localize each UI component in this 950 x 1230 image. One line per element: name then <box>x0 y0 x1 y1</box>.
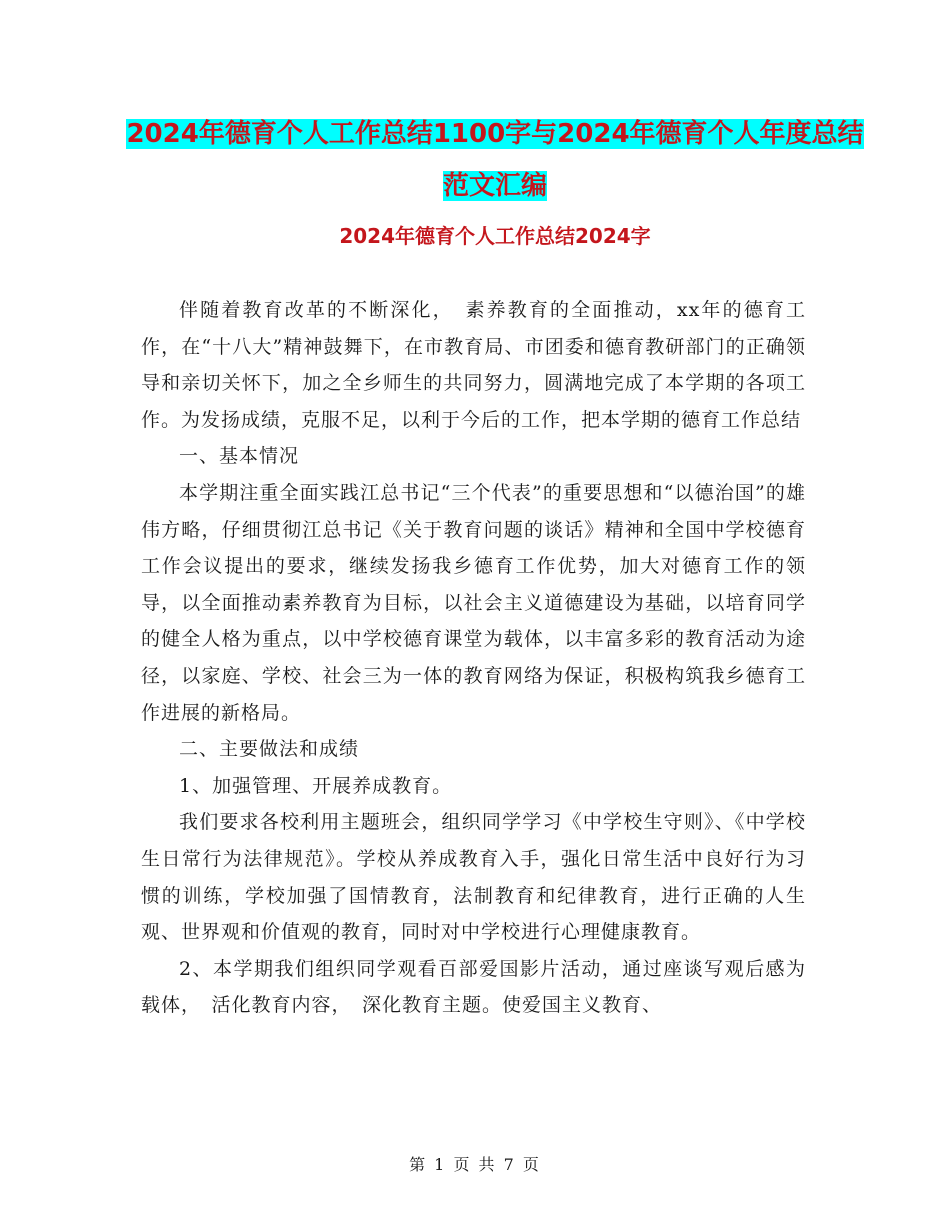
page-number-footer: 第 1 页 共 7 页 <box>409 1155 541 1174</box>
section-title: 2024年德育个人工作总结2024字 <box>339 224 651 248</box>
subheading-management: 1、加强管理、开展养成教育。 <box>179 774 453 797</box>
heading-main-practices: 二、主要做法和成绩 <box>179 738 360 761</box>
heading-basic-situation: 一、基本情况 <box>179 445 300 468</box>
paragraph-patriotic-films: 2、本学期我们组织同学观看百部爱国影片活动，通过座谈写观后感为载体， 活化教育内容， 深化教育主题。使爱国主义教育、 <box>141 957 806 1017</box>
paragraph-management: 我们要求各校利用主题班会，组织同学学习《中学校生守则》、《中学校生日常行为法律规范》。学校从养成教育入手，强化日常生活中良好行为习惯的训练，学校加强了国情教育，法制教育和纪律教育，进行正确的人生观、世界观和价值观的教育，同时对中学校进行心理健康教育。 <box>141 811 806 944</box>
paragraph-intro: 伴随着教育改革的不断深化， 素养教育的全面推动，xx年的德育工作，在“十八大”精神鼓舞下，在市教育局、市团委和德育教研部门的正确领导和亲切关怀下，加之全乡师生的共同努力，圆满地完成了本学期的各项工作。为发扬成绩，克服不足，以利于今后的工作，把本学期的德育工作总结 <box>141 299 806 431</box>
document-title <box>120 108 870 212</box>
document-title-highlight: 2024年德育个人工作总结1100字与2024年德育个人年度总结范文汇编 <box>126 119 864 201</box>
paragraph-basic-situation: 本学期注重全面实践江总书记“三个代表”的重要思想和“以德治国”的雄伟方略，仔细贯彻江总书记《关于教育问题的谈话》精神和全国中学校德育工作会议提出的要求，继续发扬我乡德育工作优势，加大对德育工作的领导，以全面推动素养教育为目标，以社会主义道德建设为基础，以培育同学的健全人格为重点，以中学校德育课堂为载体，以丰富多彩的教育活动为途径，以家庭、学校、社会三为一体的教育网络为保证，积极构筑我乡德育工作进展的新格局。 <box>141 481 806 724</box>
document-body <box>141 292 806 1024</box>
